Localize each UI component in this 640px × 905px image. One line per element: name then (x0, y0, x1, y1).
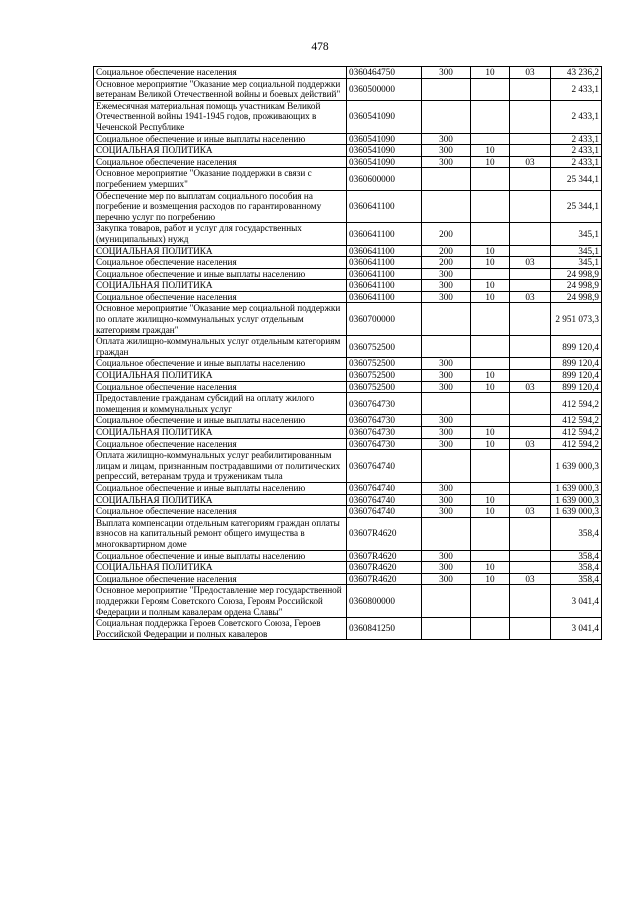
table-row (94, 358, 602, 370)
table-row (94, 550, 602, 562)
table-row (94, 562, 602, 574)
row-name-cell: Закупка товаров, работ и услуг для государственных (муниципальных) нужд (94, 223, 347, 245)
table-row (94, 268, 602, 280)
table-row (94, 280, 602, 292)
target-code-cell: 0360764740 (347, 494, 422, 506)
section-cell: 10 (471, 381, 510, 393)
target-code-cell: 0360641100 (347, 190, 422, 223)
expense-type-cell: 300 (422, 370, 471, 382)
row-name-cell: СОЦИАЛЬНАЯ ПОЛИТИКА (94, 280, 347, 292)
table-row (94, 190, 602, 223)
section-cell (471, 393, 510, 415)
amount-cell: 899 120,4 (551, 358, 602, 370)
subsection-cell (510, 550, 551, 562)
table-row (94, 494, 602, 506)
expense-type-cell: 300 (422, 415, 471, 427)
section-cell (471, 268, 510, 280)
expense-type-cell (422, 78, 471, 100)
target-code-cell: 0360541090 (347, 133, 422, 145)
expense-type-cell: 300 (422, 482, 471, 494)
row-name-cell: Социальное обеспечение и иные выплаты населению (94, 415, 347, 427)
table-row (94, 393, 602, 415)
section-cell (471, 190, 510, 223)
target-code-cell: 0360752500 (347, 370, 422, 382)
section-cell: 10 (471, 573, 510, 585)
target-code-cell: 03607R4620 (347, 562, 422, 574)
subsection-cell (510, 585, 551, 618)
table-row (94, 303, 602, 336)
amount-cell: 899 120,4 (551, 370, 602, 382)
subsection-cell: 03 (510, 156, 551, 168)
target-code-cell: 0360641100 (347, 245, 422, 257)
row-name-cell: Основное мероприятие "Предоставление мер государственной поддержки Героям Советского Союза, Героям Российской Федерации и полным кавалерам ордена Славы" (94, 585, 347, 618)
expense-type-cell: 300 (422, 562, 471, 574)
expense-type-cell: 300 (422, 145, 471, 157)
section-cell: 10 (471, 245, 510, 257)
table-row (94, 156, 602, 168)
expense-type-cell: 300 (422, 156, 471, 168)
amount-cell: 358,4 (551, 562, 602, 574)
table-row (94, 100, 602, 133)
page-number: 478 (311, 41, 329, 53)
row-name-cell: СОЦИАЛЬНАЯ ПОЛИТИКА (94, 145, 347, 157)
section-cell (471, 415, 510, 427)
expense-type-cell: 300 (422, 573, 471, 585)
amount-cell: 3 041,4 (551, 585, 602, 618)
expense-type-cell: 200 (422, 245, 471, 257)
expense-type-cell: 300 (422, 67, 471, 79)
row-name-cell: Социальное обеспечение и иные выплаты населению (94, 358, 347, 370)
expense-type-cell: 300 (422, 268, 471, 280)
amount-cell: 345,1 (551, 223, 602, 245)
amount-cell: 2 951 073,3 (551, 303, 602, 336)
expense-type-cell: 300 (422, 133, 471, 145)
target-code-cell: 0360764730 (347, 438, 422, 450)
target-code-cell: 0360764730 (347, 427, 422, 439)
budget-table-body (94, 67, 602, 640)
row-name-cell: Обеспечение мер по выплатам социального пособия на погребение и возмещения расходов по гарантированному перечню услуг по погребению (94, 190, 347, 223)
table-row (94, 482, 602, 494)
amount-cell: 358,4 (551, 573, 602, 585)
target-code-cell: 0360641100 (347, 257, 422, 269)
row-name-cell: Основное мероприятие "Оказание поддержки в связи с погребением умерших" (94, 168, 347, 190)
expense-type-cell: 300 (422, 381, 471, 393)
amount-cell: 2 433,1 (551, 133, 602, 145)
target-code-cell: 0360600000 (347, 168, 422, 190)
table-row (94, 223, 602, 245)
target-code-cell: 0360841250 (347, 618, 422, 640)
budget-table (93, 66, 602, 640)
amount-cell: 24 998,9 (551, 291, 602, 303)
section-cell (471, 618, 510, 640)
target-code-cell: 0360764730 (347, 415, 422, 427)
table-row (94, 585, 602, 618)
amount-cell: 2 433,1 (551, 100, 602, 133)
subsection-cell: 03 (510, 506, 551, 518)
row-name-cell: Социальное обеспечение населения (94, 573, 347, 585)
amount-cell: 345,1 (551, 257, 602, 269)
table-row (94, 78, 602, 100)
expense-type-cell (422, 168, 471, 190)
subsection-cell (510, 618, 551, 640)
table-row (94, 427, 602, 439)
row-name-cell: Социальное обеспечение населения (94, 156, 347, 168)
amount-cell: 2 433,1 (551, 145, 602, 157)
row-name-cell: СОЦИАЛЬНАЯ ПОЛИТИКА (94, 494, 347, 506)
section-cell: 10 (471, 291, 510, 303)
section-cell: 10 (471, 494, 510, 506)
subsection-cell (510, 223, 551, 245)
row-name-cell: СОЦИАЛЬНАЯ ПОЛИТИКА (94, 245, 347, 257)
subsection-cell (510, 190, 551, 223)
table-row (94, 618, 602, 640)
row-name-cell: СОЦИАЛЬНАЯ ПОЛИТИКА (94, 370, 347, 382)
section-cell: 10 (471, 67, 510, 79)
target-code-cell: 0360800000 (347, 585, 422, 618)
expense-type-cell (422, 190, 471, 223)
expense-type-cell: 300 (422, 438, 471, 450)
amount-cell: 43 236,2 (551, 67, 602, 79)
amount-cell: 1 639 000,3 (551, 482, 602, 494)
amount-cell: 412 594,2 (551, 427, 602, 439)
expense-type-cell: 300 (422, 358, 471, 370)
table-row (94, 245, 602, 257)
subsection-cell: 03 (510, 291, 551, 303)
row-name-cell: Социальное обеспечение населения (94, 506, 347, 518)
amount-cell: 2 433,1 (551, 156, 602, 168)
subsection-cell (510, 280, 551, 292)
subsection-cell (510, 358, 551, 370)
expense-type-cell: 300 (422, 427, 471, 439)
amount-cell: 412 594,2 (551, 393, 602, 415)
subsection-cell: 03 (510, 257, 551, 269)
target-code-cell: 0360464750 (347, 67, 422, 79)
section-cell: 10 (471, 438, 510, 450)
table-row (94, 438, 602, 450)
amount-cell: 412 594,2 (551, 438, 602, 450)
table-row (94, 381, 602, 393)
target-code-cell: 0360752500 (347, 336, 422, 358)
section-cell (471, 585, 510, 618)
target-code-cell: 0360641100 (347, 291, 422, 303)
amount-cell: 412 594,2 (551, 415, 602, 427)
subsection-cell (510, 450, 551, 483)
row-name-cell: Основное мероприятие "Оказание мер социальной поддержки ветеранам Великой Отечественной войны и боевых действий" (94, 78, 347, 100)
section-cell (471, 100, 510, 133)
subsection-cell (510, 133, 551, 145)
section-cell (471, 358, 510, 370)
amount-cell: 1 639 000,3 (551, 450, 602, 483)
subsection-cell (510, 336, 551, 358)
expense-type-cell (422, 517, 471, 550)
target-code-cell: 0360541090 (347, 145, 422, 157)
section-cell: 10 (471, 506, 510, 518)
table-row (94, 517, 602, 550)
row-name-cell: Социальное обеспечение и иные выплаты населению (94, 482, 347, 494)
table-row (94, 67, 602, 79)
subsection-cell (510, 562, 551, 574)
amount-cell: 358,4 (551, 550, 602, 562)
section-cell: 10 (471, 427, 510, 439)
row-name-cell: Социальное обеспечение и иные выплаты населению (94, 133, 347, 145)
section-cell: 10 (471, 156, 510, 168)
target-code-cell: 0360641100 (347, 268, 422, 280)
amount-cell: 24 998,9 (551, 268, 602, 280)
amount-cell: 2 433,1 (551, 78, 602, 100)
target-code-cell: 0360541090 (347, 156, 422, 168)
expense-type-cell (422, 100, 471, 133)
table-row (94, 506, 602, 518)
subsection-cell (510, 427, 551, 439)
subsection-cell (510, 145, 551, 157)
amount-cell: 24 998,9 (551, 280, 602, 292)
target-code-cell: 03607R4620 (347, 550, 422, 562)
expense-type-cell: 300 (422, 291, 471, 303)
expense-type-cell (422, 618, 471, 640)
section-cell (471, 223, 510, 245)
subsection-cell (510, 494, 551, 506)
subsection-cell (510, 100, 551, 133)
subsection-cell: 03 (510, 67, 551, 79)
subsection-cell (510, 415, 551, 427)
subsection-cell (510, 78, 551, 100)
row-name-cell: СОЦИАЛЬНАЯ ПОЛИТИКА (94, 562, 347, 574)
subsection-cell (510, 482, 551, 494)
expense-type-cell: 300 (422, 506, 471, 518)
row-name-cell: Оплата жилищно-коммунальных услуг отдельным категориям граждан (94, 336, 347, 358)
amount-cell: 3 041,4 (551, 618, 602, 640)
table-row (94, 573, 602, 585)
expense-type-cell: 300 (422, 550, 471, 562)
table-row (94, 133, 602, 145)
subsection-cell: 03 (510, 573, 551, 585)
target-code-cell: 03607R4620 (347, 517, 422, 550)
row-name-cell: СОЦИАЛЬНАЯ ПОЛИТИКА (94, 427, 347, 439)
target-code-cell: 0360700000 (347, 303, 422, 336)
expense-type-cell: 200 (422, 257, 471, 269)
subsection-cell (510, 168, 551, 190)
table-row (94, 336, 602, 358)
subsection-cell (510, 245, 551, 257)
table-row (94, 257, 602, 269)
row-name-cell: Выплата компенсации отдельным категориям граждан оплаты взносов на капитальный ремонт общего имущества в многоквартирном доме (94, 517, 347, 550)
section-cell (471, 517, 510, 550)
amount-cell: 25 344,1 (551, 190, 602, 223)
row-name-cell: Оплата жилищно-коммунальных услуг реабилитированным лицам и лицам, признанным пострадавшими от политических репрессий, ветеранам труда и труженикам тыла (94, 450, 347, 483)
row-name-cell: Социальная поддержка Героев Советского Союза, Героев Российской Федерации и полных кавалеров (94, 618, 347, 640)
target-code-cell: 0360764740 (347, 450, 422, 483)
target-code-cell: 0360641100 (347, 223, 422, 245)
amount-cell: 358,4 (551, 517, 602, 550)
amount-cell: 899 120,4 (551, 336, 602, 358)
row-name-cell: Социальное обеспечение населения (94, 257, 347, 269)
row-name-cell: Социальное обеспечение и иные выплаты населению (94, 550, 347, 562)
section-cell: 10 (471, 257, 510, 269)
section-cell (471, 133, 510, 145)
amount-cell: 1 639 000,3 (551, 506, 602, 518)
table-row (94, 370, 602, 382)
row-name-cell: Социальное обеспечение и иные выплаты населению (94, 268, 347, 280)
target-code-cell: 0360500000 (347, 78, 422, 100)
section-cell: 10 (471, 145, 510, 157)
target-code-cell: 0360764740 (347, 506, 422, 518)
section-cell (471, 168, 510, 190)
expense-type-cell (422, 450, 471, 483)
target-code-cell: 0360752500 (347, 381, 422, 393)
row-name-cell: Социальное обеспечение населения (94, 438, 347, 450)
subsection-cell (510, 268, 551, 280)
subsection-cell (510, 370, 551, 382)
subsection-cell: 03 (510, 381, 551, 393)
expense-type-cell (422, 336, 471, 358)
target-code-cell: 0360764730 (347, 393, 422, 415)
subsection-cell (510, 303, 551, 336)
section-cell (471, 336, 510, 358)
target-code-cell: 0360764740 (347, 482, 422, 494)
amount-cell: 345,1 (551, 245, 602, 257)
target-code-cell: 0360541090 (347, 100, 422, 133)
row-name-cell: Предоставление гражданам субсидий на оплату жилого помещения и коммунальных услуг (94, 393, 347, 415)
table-row (94, 168, 602, 190)
section-cell (471, 303, 510, 336)
target-code-cell: 03607R4620 (347, 573, 422, 585)
expense-type-cell: 300 (422, 280, 471, 292)
section-cell: 10 (471, 562, 510, 574)
section-cell (471, 550, 510, 562)
subsection-cell: 03 (510, 438, 551, 450)
amount-cell: 1 639 000,3 (551, 494, 602, 506)
expense-type-cell: 200 (422, 223, 471, 245)
subsection-cell (510, 517, 551, 550)
expense-type-cell (422, 393, 471, 415)
table-row (94, 415, 602, 427)
row-name-cell: Социальное обеспечение населения (94, 291, 347, 303)
section-cell (471, 482, 510, 494)
amount-cell: 25 344,1 (551, 168, 602, 190)
section-cell: 10 (471, 370, 510, 382)
expense-type-cell: 300 (422, 494, 471, 506)
row-name-cell: Основное мероприятие "Оказание мер социальной поддержки по оплате жилищно-коммунальных услуг отдельным категориям граждан" (94, 303, 347, 336)
target-code-cell: 0360641100 (347, 280, 422, 292)
section-cell (471, 450, 510, 483)
expense-type-cell (422, 303, 471, 336)
expense-type-cell (422, 585, 471, 618)
table-row (94, 291, 602, 303)
row-name-cell: Ежемесячная материальная помощь участникам Великой Отечественной войны 1941-1945 годов, проживающих в Чеченской Республике (94, 100, 347, 133)
section-cell (471, 78, 510, 100)
table-row (94, 450, 602, 483)
amount-cell: 899 120,4 (551, 381, 602, 393)
table-row (94, 145, 602, 157)
row-name-cell: Социальное обеспечение населения (94, 67, 347, 79)
target-code-cell: 0360752500 (347, 358, 422, 370)
row-name-cell: Социальное обеспечение населения (94, 381, 347, 393)
subsection-cell (510, 393, 551, 415)
section-cell: 10 (471, 280, 510, 292)
